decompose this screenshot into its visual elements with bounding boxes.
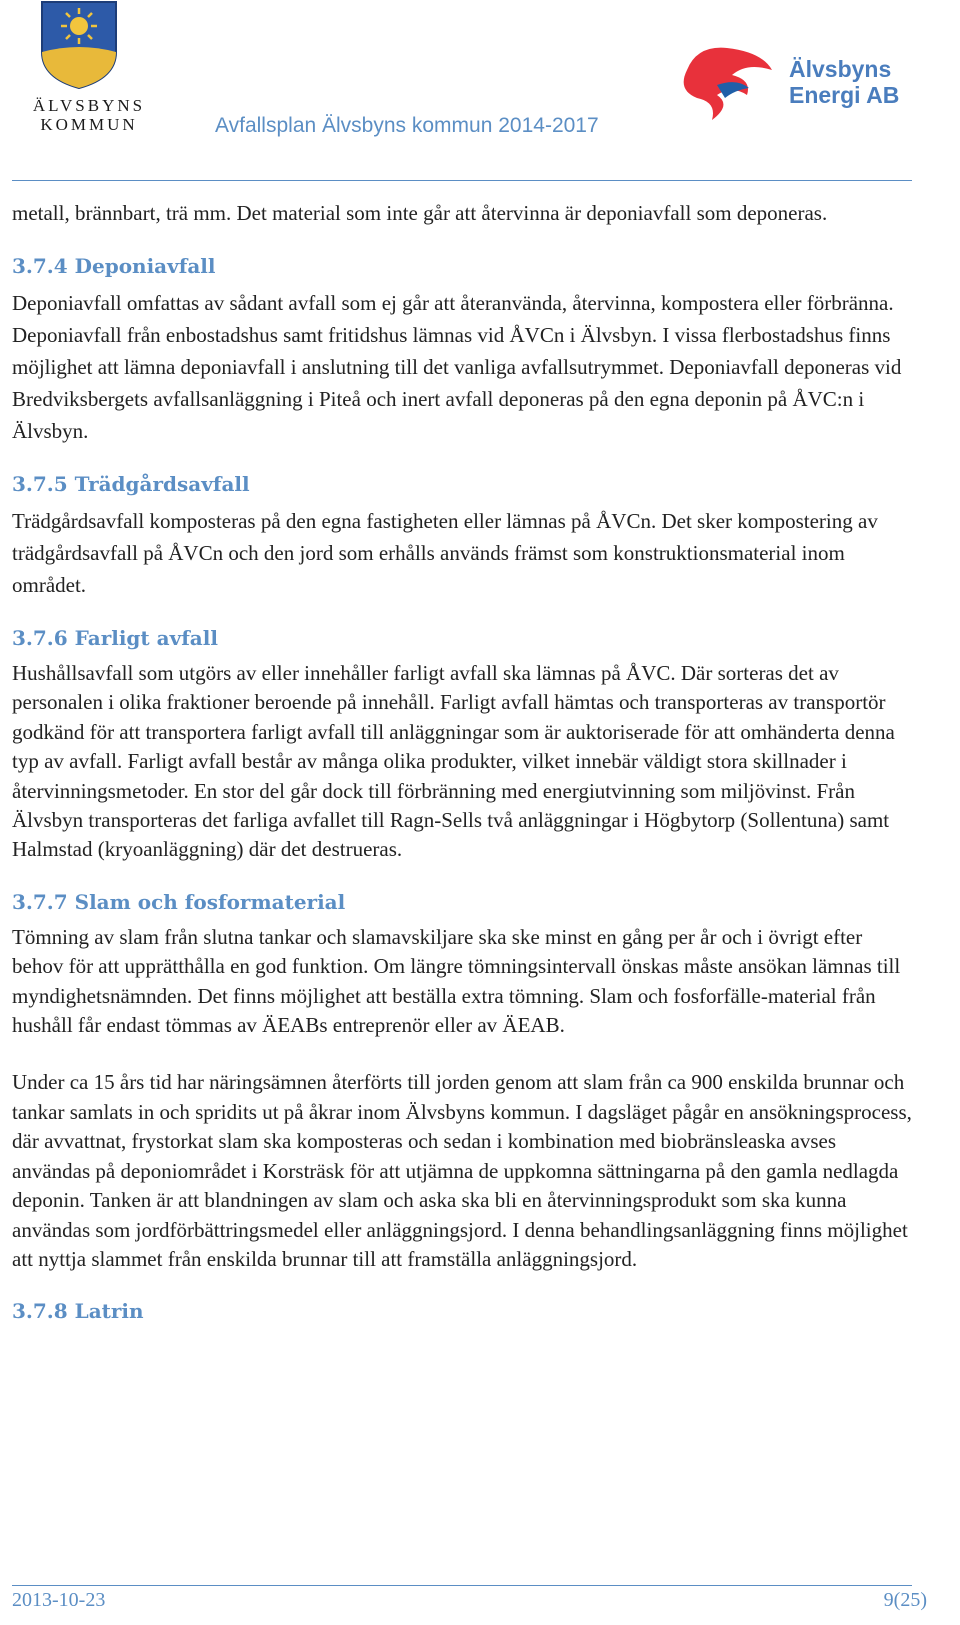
document-title: Avfallsplan Älvsbyns kommun 2014-2017 (215, 114, 599, 137)
section-3-7-7-text-2: Under ca 15 års tid har näringsämnen återförts till jorden genom att slam från ca 900 enskilda brunnar och tankar samlats in och spridits ut på åkrar inom Älvsbyns kommun. I dagsläget pågår en ansökningsprocess, där avvattnat, frystorkat slam ska komposteras och sedan i kombination med biobränsleaska avses användas på deponiområdet i Korsträsk för att utjämna de uppkomna sättningarna på den gamla nedlagda deponin. Tanken är att blandningen av slam och aska ska bli en återvinningsprodukt som ska kunna användas som jordförbättringsmedel eller anläggningsjord. I denna behandlingsanläggning finns möjlighet att nyttja slammet från enskilda brunnar till att framställa anläggningsjord. (12, 1070, 912, 1271)
page-header (0, 0, 960, 185)
energi-name-line1: Älvsbyns (789, 56, 892, 82)
kommun-logo (14, 0, 144, 140)
energi-name-line2: Energi AB (789, 82, 900, 108)
energi-name (789, 56, 899, 108)
intro-paragraph: metall, brännbart, trä mm. Det material som inte går att återvinna är deponiavfall som deponeras. (12, 201, 828, 225)
kommun-coat-of-arms-icon (39, 0, 119, 90)
section-3-7-4-text: Deponiavfall omfattas av sådant avfall som ej går att återanvända, återvinna, kompostera eller förbränna. Deponiavfall från enbostadshus samt fritidshus lämnas vid ÅVCn i Älvsbyn. I vissa flerbostadshus finns möjlighet att lämna deponiavfall i anslutning till det vanliga avfallsutrymmet. Deponiavfall deponeras vid Bredviksbergets avfallsanläggning i Piteå och inert avfall deponeras på den egna deponin på ÅVC:n i Älvsbyn. (12, 291, 902, 443)
energi-logo (677, 40, 937, 130)
section-heading-3-7-4: 3.7.4 Deponiavfall (12, 254, 216, 278)
energi-flame-icon (677, 40, 782, 125)
footer-date: 2013-10-23 (12, 1589, 106, 1611)
kommun-name-line2: KOMMUN (40, 115, 138, 134)
document-body (12, 197, 917, 1325)
header-divider (12, 180, 912, 181)
section-3-7-6-text: Hushållsavfall som utgörs av eller innehåller farligt avfall ska lämnas på ÅVC. Där sorteras det av personalen i olika fraktioner beroende på innehåll. Farligt avfall hämtas och transporteras av transportör godkänd för att transportera farligt avfall till anläggningar som är auktoriserade för att omhänderta denna typ av avfall. Farligt avfall består av många olika produkter, vilket innebär väldigt stora skillnader i återvinningsmetoder. En stor del går dock till förbränning med energiutvinning som miljövinst. Från Älvsbyn transporteras det farliga avfallet till Ragn-Sells två anläggningar i Högbytorp (Sollentuna) samt Halmstad (kryoanläggning) där det destrueras. (12, 661, 895, 862)
section-3-7-5-text: Trädgårdsavfall komposteras på den egna fastigheten eller lämnas på ÅVCn. Det sker kompostering av trädgårdsavfall på ÅVCn och den jord som erhålls används främst som konstruktionsmaterial inom området. (12, 509, 878, 597)
footer-divider (12, 1585, 912, 1586)
section-heading-3-7-6: 3.7.6 Farligt avfall (12, 626, 218, 650)
section-3-7-7-text-1: Tömning av slam från slutna tankar och slamavskiljare ska ske minst en gång per år och i övrigt efter behov för att upprätthålla en god funktion. Om längre tömningsintervall önskas måste ansökan lämnas till myndighetsnämnden. Det finns möjlighet att beställa extra tömning. Slam och fosforfälle-material från hushåll får endast tömmas av ÄEABs entreprenör eller av ÄEAB. (12, 924, 901, 1038)
kommun-name-line1: ÄLVSBYNS (32, 96, 146, 115)
section-heading-3-7-5: 3.7.5 Trädgårdsavfall (12, 472, 250, 496)
kommun-name (14, 96, 164, 134)
page-number: 9(25) (883, 1589, 927, 1611)
section-heading-3-7-7: 3.7.7 Slam och fosformaterial (12, 889, 346, 914)
section-heading-3-7-8: 3.7.8 Latrin (12, 1299, 144, 1324)
